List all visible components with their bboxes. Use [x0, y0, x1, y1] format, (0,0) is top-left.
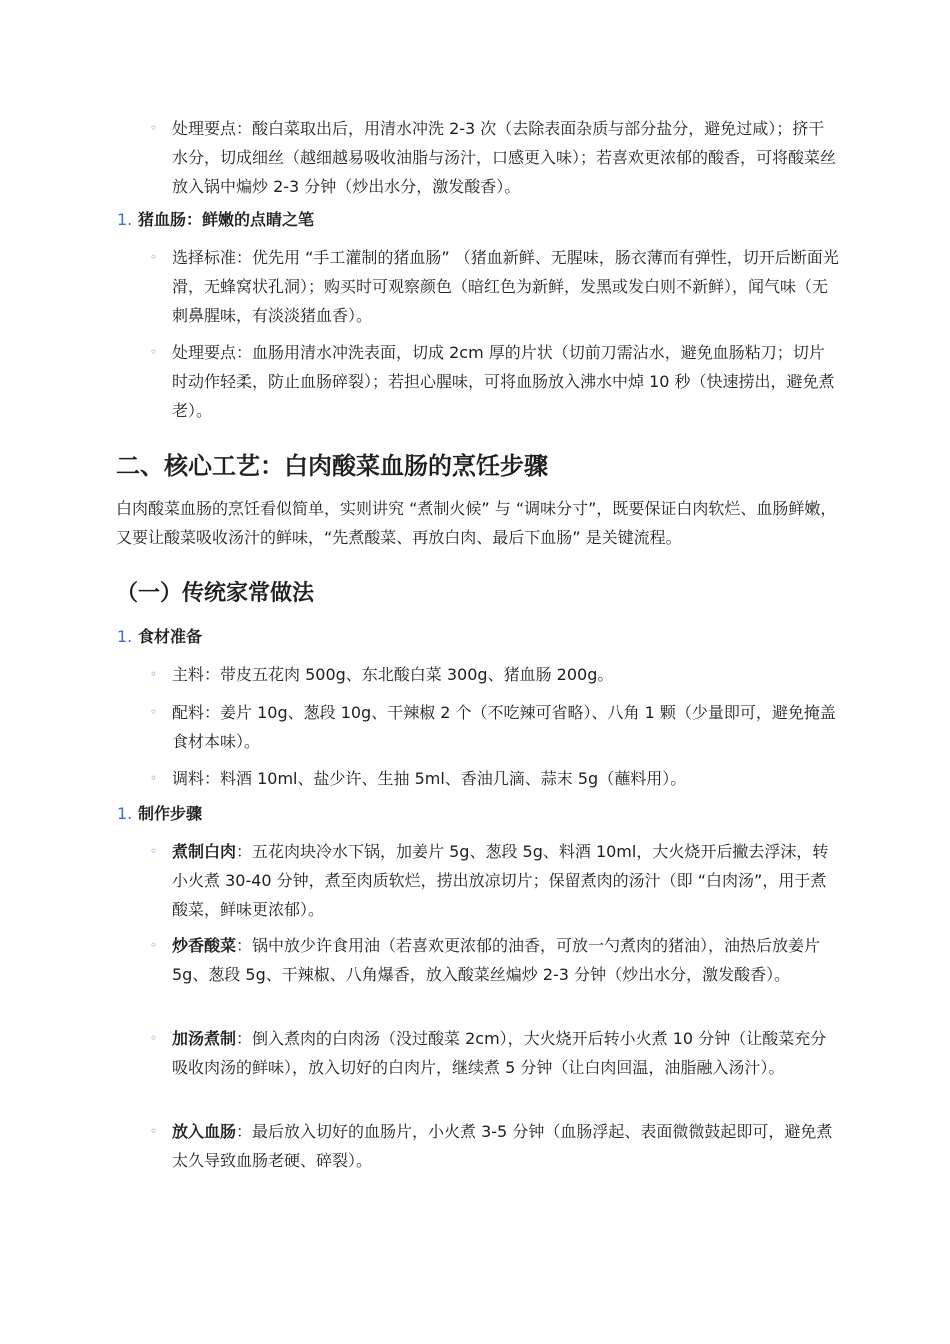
bullet-icon: ◦ [150, 1031, 158, 1045]
list-item [150, 243, 840, 330]
list-item [150, 764, 840, 793]
list-number: 1. [117, 804, 133, 823]
numbered-heading-title: 猪血肠：鲜嫩的点睛之笔 [138, 210, 315, 229]
list-item [150, 931, 840, 989]
list-item [150, 1117, 840, 1175]
bullet-icon: ◦ [150, 844, 158, 858]
list-item-text: 选择标准：优先用 “手工灌制的猪血肠” （猪血新鲜、无腥味，肠衣薄而有弹性，切开后断面光滑，无蜂窝状孔洞）；购买时可观察颜色（暗红色为新鲜，发黑或发白则不新鲜），闻气味（无刺鼻腥味，有淡淡猪血香）。 [172, 248, 839, 325]
bullet-icon: ◦ [150, 667, 158, 681]
list-item-text: 处理要点：血肠用清水冲洗表面，切成 2cm 厚的片状（切前刀需沾水，避免血肠粘刀；切片时动作轻柔，防止血肠碎裂）；若担心腥味，可将血肠放入沸水中焯 10 秒（快速捞出，避免煮老）。 [172, 343, 835, 420]
list-number: 1. [117, 210, 133, 229]
step-text: ：倒入煮肉的白肉汤（没过酸菜 2cm），大火烧开后转小火煮 10 分钟（让酸菜充分吸收肉汤的鲜味），放入切好的白肉片，继续煮 5 分钟（让白肉回温，油脂融入汤汁）。 [172, 1029, 827, 1077]
list-item-text: 调料：料酒 10ml、盐少许、生抽 5ml、香油几滴、蒜末 5g（蘸料用）。 [172, 769, 687, 788]
step-text: ：五花肉块冷水下锅，加姜片 5g、葱段 5g、料酒 10ml，大火烧开后撇去浮沫，转小火煮 30-40 分钟，煮至肉质软烂，捞出放凉切片；保留煮肉的汤汁（即 “白肉汤”，用于煮酸菜，鲜味更浓郁）。 [172, 842, 829, 919]
bullet-icon: ◦ [150, 771, 158, 785]
list-item-text: 配料：姜片 10g、葱段 10g、干辣椒 2 个（不吃辣可省略）、八角 1 颗（少量即可，避免掩盖食材本味）。 [172, 703, 836, 751]
list-item [150, 837, 840, 924]
list-item-text [172, 837, 840, 924]
list-item-text [172, 931, 840, 989]
numbered-heading-blood-sausage [117, 208, 837, 232]
bullet-icon: ◦ [150, 1124, 158, 1138]
list-item-text: 处理要点：酸白菜取出后，用清水冲洗 2-3 次（去除表面杂质与部分盐分，避免过咸）；挤干水分，切成细丝（越细越易吸收油脂与汤汁，口感更入味）；若喜欢更浓郁的酸香，可将酸菜丝放入锅中煸炒 2-3 分钟（炒出水分，激发酸香）。 [172, 119, 837, 196]
bullet-icon: ◦ [150, 938, 158, 952]
step-label: 炒香酸菜 [172, 936, 237, 955]
numbered-heading-steps [117, 802, 837, 826]
step-label: 煮制白肉 [172, 842, 237, 861]
bullet-icon: ◦ [150, 345, 158, 359]
section-heading: 二、核心工艺：白肉酸菜血肠的烹饪步骤 [116, 452, 548, 480]
numbered-heading-title: 食材准备 [138, 627, 203, 646]
list-item [150, 698, 840, 756]
list-item-text [172, 1024, 840, 1082]
list-item [150, 1024, 840, 1082]
step-label: 放入血肠 [172, 1122, 237, 1141]
bullet-icon: ◦ [150, 705, 158, 719]
list-item [150, 660, 840, 689]
section-intro-paragraph: 白肉酸菜血肠的烹饪看似简单，实则讲究 “煮制火候” 与 “调味分寸”，既要保证白肉软烂、血肠鲜嫩，又要让酸菜吸收汤汁的鲜味，“先煮酸菜、再放白肉、最后下血肠” 是关键流程。 [116, 499, 837, 547]
bullet-icon: ◦ [150, 250, 158, 264]
list-item [150, 338, 840, 425]
list-item [150, 114, 840, 201]
subsection-heading: （一）传统家常做法 [116, 581, 315, 606]
list-item-text: 主料：带皮五花肉 500g、东北酸白菜 300g、猪血肠 200g。 [172, 665, 614, 684]
bullet-icon: ◦ [150, 121, 158, 135]
numbered-heading-title: 制作步骤 [138, 804, 203, 823]
step-text: ：锅中放少许食用油（若喜欢更浓郁的油香，可放一勺煮肉的猪油），油热后放姜片 5g、葱段 5g、干辣椒、八角爆香，放入酸菜丝煸炒 2-3 分钟（炒出水分，激发酸香）。 [172, 936, 821, 984]
step-text: ：最后放入切好的血肠片，小火煮 3-5 分钟（血肠浮起、表面微微鼓起即可，避免煮太久导致血肠老硬、碎裂）。 [172, 1122, 833, 1170]
list-number: 1. [117, 627, 133, 646]
step-label: 加汤煮制 [172, 1029, 237, 1048]
list-item-text [172, 1117, 840, 1175]
numbered-heading-ingredients [117, 625, 837, 649]
